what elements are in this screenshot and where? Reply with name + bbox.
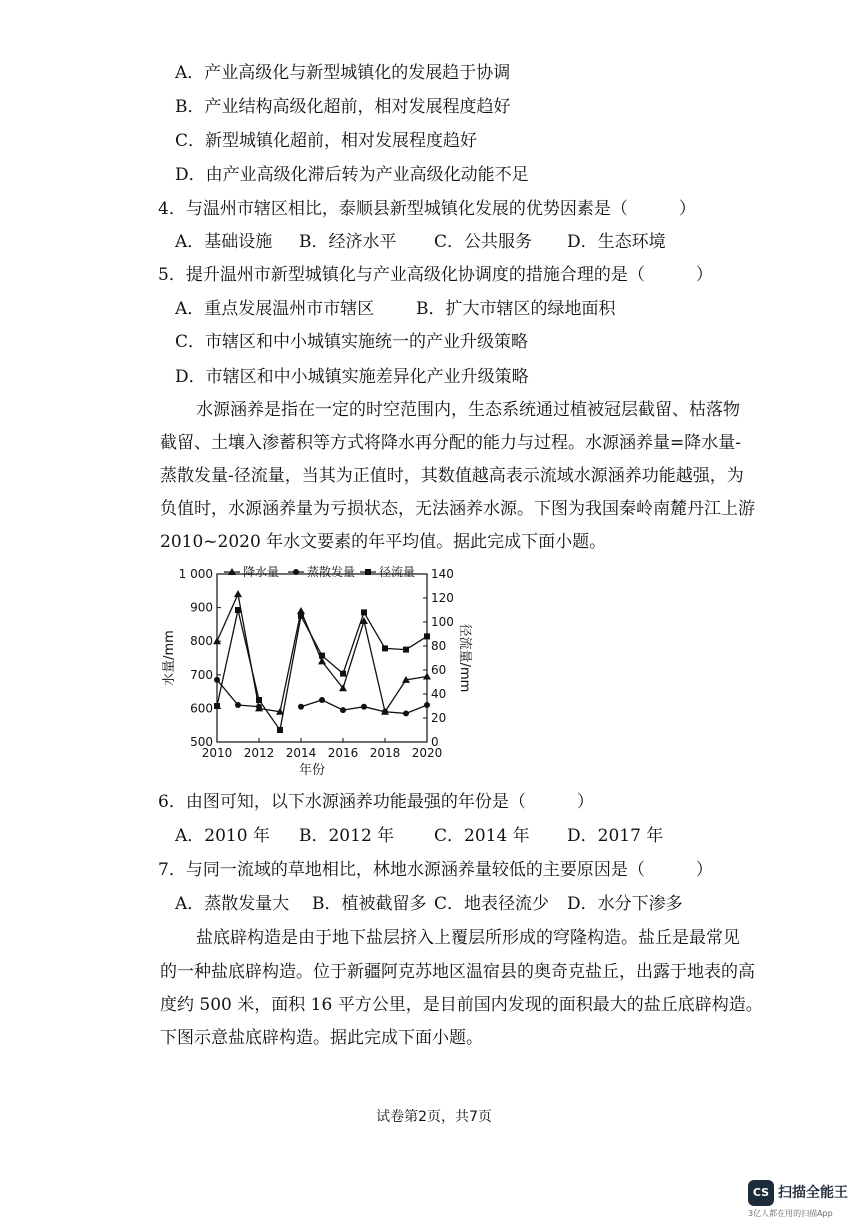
q7-option-a: A．蒸散发量大 xyxy=(175,894,290,914)
q5-option-a: A．重点发展温州市市辖区 xyxy=(175,299,375,319)
passage2-line-4: 下图示意盐底辟构造。据此完成下面小题。 xyxy=(160,1028,483,1048)
passage1-line-1: 水源涵养是指在一定的时空范围内，生态系统通过植被冠层截留、枯落物 xyxy=(196,400,740,420)
data-point-3 xyxy=(361,609,367,615)
q6-option-b: B．2012 年 xyxy=(299,826,395,846)
q6-option-d: D．2017 年 xyxy=(567,826,664,846)
passage2-line-3: 度约 500 米，面积 16 平方公里，是目前国内发现的面积最大的盐丘底辟构造。 xyxy=(160,995,763,1015)
data-point-2 xyxy=(382,709,388,715)
data-point-2 xyxy=(256,704,262,710)
x-tick-label: 2012 xyxy=(243,746,275,760)
legend-label: 蒸散发量 xyxy=(307,565,356,579)
x-tick-label: 2014 xyxy=(285,746,317,760)
q6-stem: 6．由图可知，以下水源涵养功能最强的年份是（ ） xyxy=(158,792,594,812)
passage1-line-3: 蒸散发量-径流量，当其为正值时，其数值越高表示流域水源涵养功能越强，为 xyxy=(160,466,744,486)
q7-option-c: C．地表径流少 xyxy=(434,894,550,914)
right-tick-label: 60 xyxy=(431,663,447,677)
q3-option-d: D．由产业高级化滞后转为产业高级化动能不足 xyxy=(175,165,529,185)
passage1-line-2: 截留、土壤入渗蓄积等方式将降水再分配的能力与过程。水源涵养量=降水量- xyxy=(160,433,741,453)
legend-marker xyxy=(365,569,371,575)
q7-option-b: B．植被截留多 xyxy=(312,894,427,914)
chart-axes xyxy=(161,567,473,778)
q6-option-c: C．2014 年 xyxy=(434,826,530,846)
right-tick-label: 20 xyxy=(431,711,447,725)
chart-series xyxy=(213,590,431,733)
q5-option-d: D．市辖区和中小城镇实施差异化产业升级策略 xyxy=(175,367,529,387)
left-tick-label: 900 xyxy=(190,600,213,615)
q4-option-d: D．生态环境 xyxy=(567,232,666,252)
x-tick-label: 2010 xyxy=(201,746,233,760)
scanner-logo-icon: CS xyxy=(748,1180,774,1206)
data-point-2 xyxy=(298,704,304,710)
q5-option-b: B．扩大市辖区的绿地面积 xyxy=(416,299,616,319)
q5-option-c: C．市辖区和中小城镇实施统一的产业升级策略 xyxy=(175,332,529,352)
left-tick-label: 500 xyxy=(190,735,213,749)
q4-option-c: C．公共服务 xyxy=(434,232,533,252)
scanner-title: 扫描全能王 xyxy=(778,1185,848,1201)
left-tick-label: 700 xyxy=(190,667,213,682)
data-point-3 xyxy=(403,647,409,653)
data-point-2 xyxy=(235,702,241,708)
x-tick-label: 2016 xyxy=(327,746,359,760)
passage2-line-2: 的一种盐底辟构造。位于新疆阿克苏地区温宿县的奥奇克盐丘，出露于地表的高 xyxy=(160,962,755,982)
scanner-subtitle: 3亿人都在用的扫描App xyxy=(748,1209,833,1218)
q4-option-a: A．基础设施 xyxy=(175,232,273,252)
passage1-line-4: 负值时，水源涵养量为亏损状态，无法涵养水源。下图为我国秦岭南麓丹江上游 xyxy=(160,499,755,519)
data-point-1 xyxy=(297,607,305,614)
data-point-2 xyxy=(319,697,325,703)
right-tick-label: 100 xyxy=(431,615,454,629)
passage2-line-1: 盐底辟构造是由于地下盐层挤入上覆层所形成的穹隆构造。盐丘是最常见 xyxy=(196,928,740,948)
data-point-2 xyxy=(403,710,409,716)
data-point-3 xyxy=(382,645,388,651)
q7-option-d: D．水分下渗多 xyxy=(567,894,683,914)
passage1-line-5: 2010~2020 年水文要素的年平均值。据此完成下面小题。 xyxy=(160,532,607,552)
chart-legend xyxy=(224,564,415,579)
scanner-watermark xyxy=(748,1180,858,1220)
q4-option-b: B．经济水平 xyxy=(299,232,397,252)
legend-marker xyxy=(293,569,299,575)
y-axis-right-label: 径流量/mm xyxy=(457,623,472,693)
data-point-3 xyxy=(235,607,241,613)
data-point-1 xyxy=(234,590,242,597)
q3-option-c: C．新型城镇化超前，相对发展程度趋好 xyxy=(175,131,478,151)
q5-stem: 5．提升温州市新型城镇化与产业高级化协调度的措施合理的是（ ） xyxy=(158,265,713,285)
right-tick-label: 80 xyxy=(431,639,447,653)
x-axis-label: 年份 xyxy=(298,763,326,778)
left-tick-label: 1 000 xyxy=(178,567,213,581)
q6-option-a: A．2010 年 xyxy=(175,826,270,846)
legend-label: 径流量 xyxy=(379,565,416,579)
y-axis-label: 水量/mm xyxy=(162,630,177,686)
data-point-2 xyxy=(361,704,367,710)
right-tick-label: 120 xyxy=(431,591,454,605)
right-tick-label: 140 xyxy=(431,567,454,581)
data-point-2 xyxy=(340,707,346,713)
data-point-1 xyxy=(423,672,431,679)
x-tick-label: 2020 xyxy=(411,746,443,760)
q3-option-b: B．产业结构高级化超前，相对发展程度趋好 xyxy=(175,97,511,117)
data-point-3 xyxy=(298,613,304,619)
left-tick-label: 800 xyxy=(190,634,213,649)
data-point-2 xyxy=(214,677,220,683)
data-point-3 xyxy=(340,671,346,677)
left-tick-label: 600 xyxy=(190,701,213,716)
data-point-3 xyxy=(277,727,283,733)
legend-label: 降水量 xyxy=(243,565,280,579)
data-point-2 xyxy=(424,702,430,708)
q4-stem: 4．与温州市辖区相比，泰顺县新型城镇化发展的优势因素是（ ） xyxy=(158,199,696,219)
x-tick-label: 2018 xyxy=(369,746,401,760)
hydrology-chart xyxy=(160,560,470,782)
data-point-3 xyxy=(256,697,262,703)
right-tick-label: 40 xyxy=(431,687,447,701)
data-point-3 xyxy=(319,653,325,659)
right-tick-label: 0 xyxy=(431,735,439,749)
page-footer: 试卷第2页，共7页 xyxy=(376,1109,492,1125)
data-point-3 xyxy=(424,633,430,639)
data-point-3 xyxy=(214,703,220,709)
q7-stem: 7．与同一流域的草地相比，林地水源涵养量较低的主要原因是（ ） xyxy=(158,860,713,880)
q3-option-a: A．产业高级化与新型城镇化的发展趋于协调 xyxy=(175,63,511,83)
